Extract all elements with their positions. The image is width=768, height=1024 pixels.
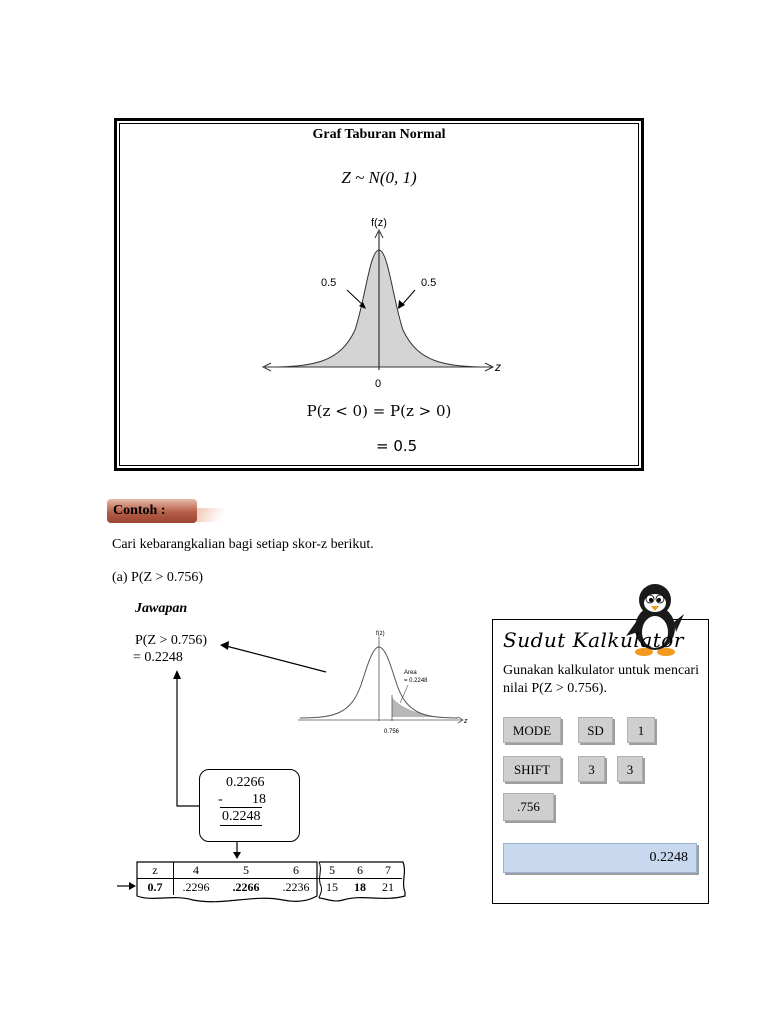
z-table-cell: 0.7	[137, 879, 174, 896]
torn-table-edges	[133, 858, 413, 908]
distribution-notation: Z ~ N(0, 1)	[341, 168, 417, 187]
z-table-cell: 6	[357, 862, 363, 877]
left-area-label: 0.5	[321, 277, 337, 289]
small-area-label-1: Area	[404, 670, 417, 676]
value-entry-key: .756	[503, 793, 554, 821]
subtraction-result: 0.2248	[222, 809, 261, 824]
sd-key: SD	[578, 717, 613, 743]
small-shaded-area	[392, 697, 444, 717]
answer-line-1: P(Z > 0.756)	[135, 633, 208, 648]
three-key: 3	[617, 756, 643, 782]
z-table-cell: 4	[193, 862, 199, 877]
three-key: 3	[578, 756, 605, 782]
small-tick-label: 0.756	[384, 729, 400, 735]
subtraction-line-2: 18	[252, 792, 266, 807]
subtraction-rule-2	[220, 825, 262, 826]
z-axis-label: z	[495, 360, 501, 374]
z-table-cell: 7	[385, 862, 391, 877]
graph-title: Graf Taburan Normal	[312, 127, 446, 142]
z-table-cell: 15	[326, 879, 338, 894]
answer-line-2: = 0.2248	[133, 650, 183, 665]
answer-heading: Jawapan	[135, 601, 188, 616]
z-table-cell: .2266	[232, 879, 260, 894]
calculator-description: Gunakan kalkulator untuk mencari nilai P(Z > 0.756).	[503, 663, 699, 696]
calculator-title: Sudut Kalkulator	[503, 628, 684, 652]
subtraction-minus: -	[218, 792, 223, 807]
small-fz-label: f(z)	[376, 631, 385, 637]
one-key: 1	[627, 717, 655, 743]
z-table-cell: 21	[382, 879, 394, 894]
shift-key: SHIFT	[503, 756, 561, 782]
z-table-cell: .2236	[282, 879, 310, 894]
equation-line-1: P(z < 0) = P(z > 0)	[306, 402, 452, 420]
small-normal-graph	[296, 625, 472, 740]
contoh-badge: Contoh :	[107, 499, 197, 523]
z-table-cell: 5	[329, 862, 335, 877]
equation-line-2: = 0.5	[376, 437, 418, 455]
example-part-a: (a) P(Z > 0.756)	[112, 570, 204, 585]
small-z-label: z	[464, 718, 468, 725]
fz-label: f(z)	[371, 217, 387, 229]
box-to-answer-arrow	[177, 676, 199, 806]
subtraction-rule-1	[220, 807, 262, 808]
mode-key: MODE	[503, 717, 561, 743]
z-table-cell: z	[137, 862, 174, 879]
normal-curve-graph	[255, 210, 515, 395]
z-table-cell: .2296	[182, 879, 210, 894]
z-table-cell: 5	[243, 862, 249, 877]
calculator-display: 0.2248	[503, 843, 697, 873]
zero-label: 0	[375, 378, 382, 390]
z-table-cell: 6	[293, 862, 299, 877]
subtraction-line-1: 0.2266	[226, 775, 265, 790]
small-area-label-2: = 0.2248	[404, 678, 428, 684]
right-area-label: 0.5	[421, 277, 437, 289]
z-table-cell: 18	[354, 879, 366, 894]
example-intro: Cari kebarangkalian bagi setiap skor-z berikut.	[112, 537, 374, 552]
